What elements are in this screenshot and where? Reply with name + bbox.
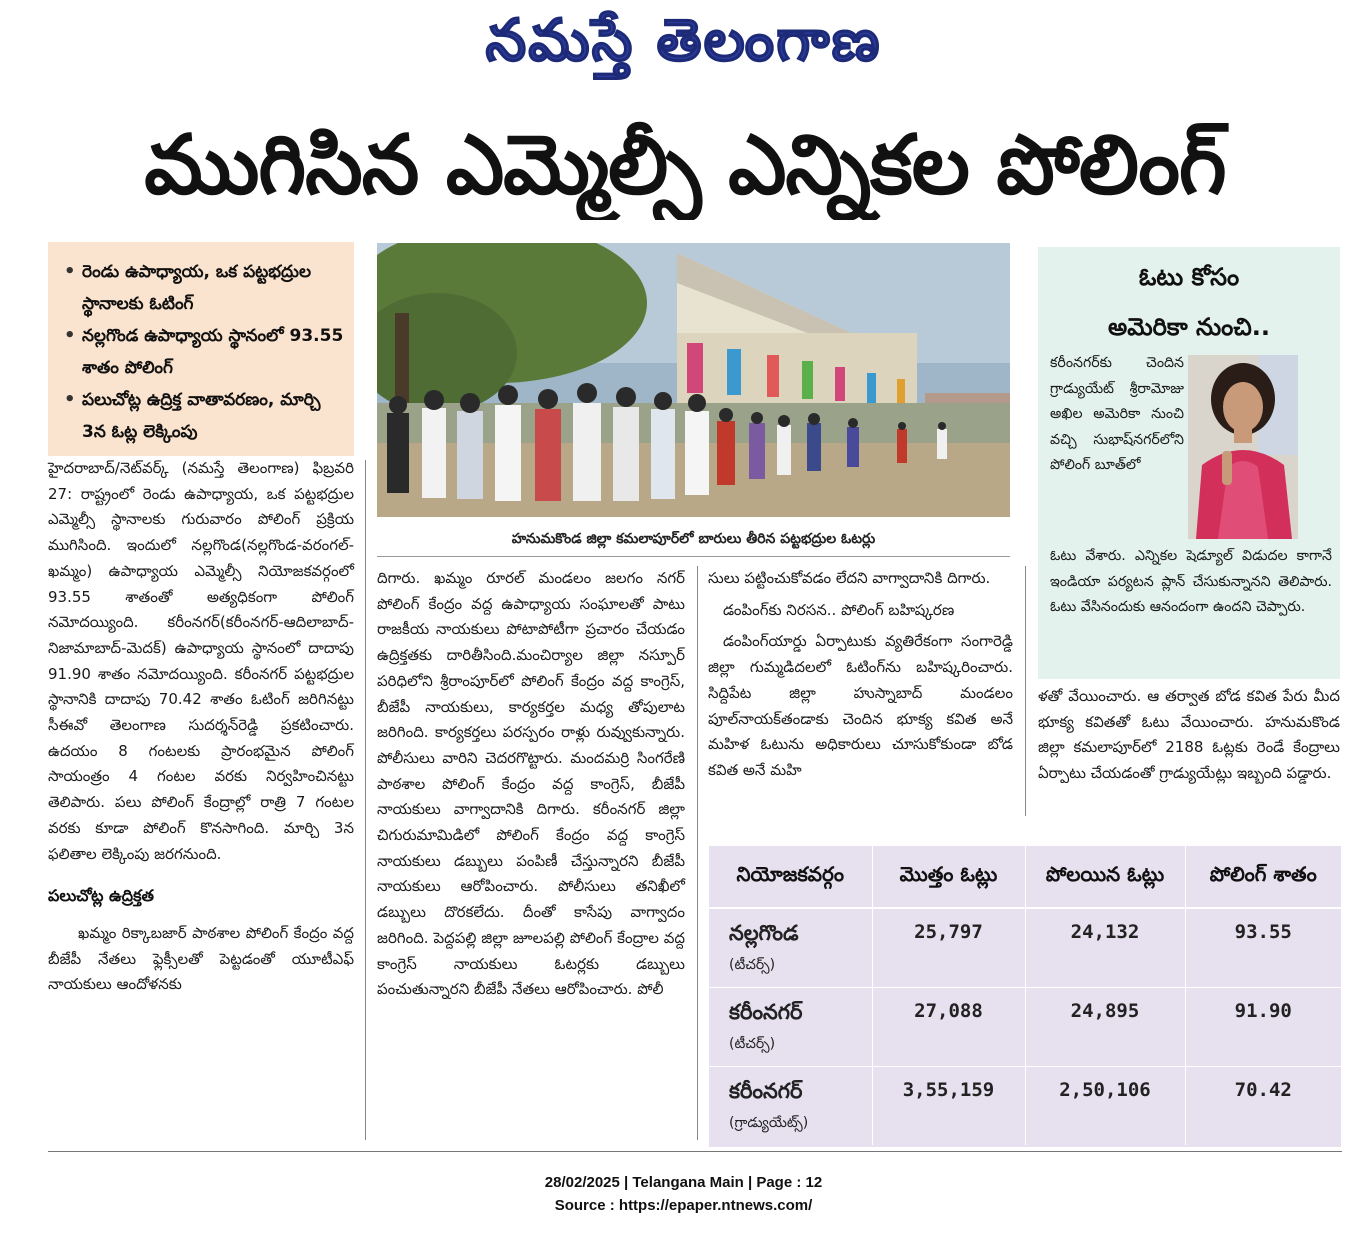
total-votes-cell: 25,797 — [872, 908, 1025, 987]
polling-percent-cell: 91.90 — [1185, 987, 1341, 1066]
column-divider — [1025, 566, 1026, 816]
footer-source-link[interactable]: Source : https://epaper.ntnews.com/ — [554, 1197, 813, 1214]
highlight-item: • పలుచోట్ల ఉద్రిక్త వాతావరణం, మార్చి 3న ఓట్ల లెక్కింపు — [64, 384, 344, 448]
article-column-4 — [1038, 684, 1340, 787]
polling-photo — [377, 243, 1010, 517]
sidebar-title-line1: ఓటు కోసం — [1138, 263, 1240, 291]
polled-votes-cell: 24,895 — [1025, 987, 1185, 1066]
article-paragraph: డంపింగ్‌కు నిరసన.. పోలింగ్ బహిష్కరణ — [723, 600, 955, 619]
table-header-row — [709, 846, 1341, 908]
constituency-cell — [709, 1066, 872, 1145]
page-headline: ముగిసిన ఎమ్మెల్సీ ఎన్నికల పోలింగ్ — [144, 118, 1226, 213]
table-row — [709, 987, 1341, 1066]
constituency-type: (టీచర్స్) — [729, 1035, 776, 1052]
highlight-item: • రెండు ఉపాధ్యాయ, ఒక పట్టభద్రుల స్థానాలకు ఓటింగ్ — [64, 256, 344, 320]
column-divider — [365, 460, 366, 1140]
constituency-cell — [709, 987, 872, 1066]
masthead-logo: నమస్తే తెలంగాణ — [485, 6, 882, 74]
footer-edition-info — [0, 1174, 1367, 1191]
polling-percent-cell: 93.55 — [1185, 908, 1341, 987]
highlights-box — [48, 242, 354, 456]
polled-votes-cell: 2,50,106 — [1025, 1066, 1185, 1145]
sidebar-story — [1038, 247, 1340, 679]
article-subhead: పలుచోట్ల ఉద్రిక్తత — [48, 886, 154, 906]
table-header: మొత్తం ఓట్లు — [872, 846, 1025, 908]
highlight-item: • నల్లగొండ ఉపాధ్యాయ స్థానంలో 93.55 శాతం పోలింగ్ — [64, 320, 344, 384]
footer-source — [0, 1197, 1367, 1214]
total-votes-cell: 3,55,159 — [872, 1066, 1025, 1145]
table-row — [709, 908, 1341, 987]
footer-edition-text: 28/02/2025 | Telangana Main | Page : 12 — [544, 1174, 823, 1191]
constituency-name: కరీంనగర్ — [729, 999, 803, 1024]
total-votes-cell: 27,088 — [872, 987, 1025, 1066]
article-paragraph: దిగారు. ఖమ్మం రూరల్ మండలం జలగం నగర్ పోలింగ్ కేంద్రం వద్ద ఉపాధ్యాయ సంఘాలతో పాటు రాజకీయ నాయకులు పోటాపోటీగా ప్రచారం చేయడం ఉద్రిక్తతకు దారితీసింది.మంచిర్యాల జిల్లా నస్పూర్ పరిధిలోని శ్రీరాంపూర్‌లో పోలింగ్ కేంద్రం వద్ద కాంగ్రెస్, బీజేపీ నాయకులు, కార్యకర్తల మధ్య తోపులాట జరిగింది. కార్యకర్తలు పరస్పరం రాళ్లు రువ్వుకున్నారు. పోలీసులు వారిని చెదరగొట్టారు. మందమర్రి సింగరేణి పాఠశాల పోలింగ్ కేంద్రం వద్ద కాంగ్రెస్, బీజేపీ నాయకులు వాగ్వాదానికి దిగారు. కరీంనగర్ జిల్లా చిగురుమామిడిలో పోలింగ్ కేంద్రం వద్ద కాంగ్రెస్ నాయకులు డబ్బులు పంపిణీ చేస్తున్నారని బీజేపీ నాయకులు ఆరోపించారు. పోలీసులు తనిఖీలో డబ్బులు దొరకలేదు. దీంతో కాసేపు వాగ్వాదం జరిగింది. పెద్దపల్లి జిల్లా జూలపల్లి పోలింగ్ కేంద్రాల వద్ద కాంగ్రెస్ నాయకులు ఓటర్లకు డబ్బులు పంచుతున్నారని బీజేపీ నేతలు ఆరోపించారు. పోలీ — [377, 569, 685, 999]
table-header: పోలయిన ఓట్లు — [1025, 846, 1185, 908]
page-bottom-rule — [48, 1151, 1342, 1152]
article-paragraph: ళతో వేయించారు. ఆ తర్వాత బోడ కవిత పేరు మీద భూక్య కవితతో ఓటు వేయించారు. హనుమకొండ జిల్లా కమలాపూర్‌లో 2188 ఓట్లకు రెండే కేంద్రాలు ఏర్పాటు చేయడంతో గ్రాడ్యుయేట్లు ఇబ్బంది పడ్డారు. — [1038, 687, 1340, 783]
article-paragraph: డంపింగ్‌యార్డు ఏర్పాటుకు వ్యతిరేకంగా సంగారెడ్డి జిల్లా గుమ్మడిదలలో ఓటింగ్‌ను బహిష్కరించారు. సిద్దిపేట జిల్లా హుస్నాబాద్ మండలం పూల్‌నాయక్‌తండాకు చెందిన భూక్య కవిత అనే మహిళ ఓటును అధికారులు చూసుకోకుండా బోడ కవిత అనే మహి — [708, 632, 1013, 779]
sidebar-text-wide: ఓటు వేశారు. ఎన్నికల షెడ్యూల్ విడుదల కాగానే ఇండియా పర్యటన ప్లాన్ చేసుకున్నానని తెలిపారు. ఓటు వేసినందుకు ఆనందంగా ఉందని చెప్పారు. — [1050, 548, 1332, 616]
sidebar-title-line2: అమెరికా నుంచి.. — [1108, 313, 1270, 341]
polled-votes-cell: 24,132 — [1025, 908, 1185, 987]
article-column-1 — [48, 456, 354, 998]
constituency-type: (టీచర్స్) — [729, 957, 776, 973]
constituency-name: నల్లగొండ — [729, 921, 799, 945]
highlights-list — [64, 256, 344, 448]
photo-caption: హనుమకొండ జిల్లా కమలాపూర్‌లో బారులు తీరిన పట్టభద్రుల ఓటర్లు — [377, 522, 1010, 557]
portrait-illustration — [1188, 355, 1298, 539]
article-paragraph: సులు పట్టించుకోవడం లేదని వాగ్వాదానికి దిగారు. — [708, 569, 991, 587]
sidebar-text-narrow: కరీంనగర్‌కు చెందిన గ్రాడ్యుయేట్ శ్రీరామోజు అఖిల అమెరికా నుంచి వచ్చి సుభాష్‌నగర్‌లోని పోలింగ్ బూత్‌లో — [1050, 355, 1184, 474]
article-column-2 — [377, 566, 685, 1003]
constituency-type: (గ్రాడ్యుయేట్స్) — [729, 1114, 809, 1131]
table-header: పోలింగ్ శాతం — [1185, 846, 1341, 908]
photo-illustration — [377, 243, 1010, 517]
article-paragraph: హైదరాబాద్/నెట్‌వర్క్ (నమస్తే తెలంగాణ) ఫిబ్రవరి 27: రాష్ట్రంలో రెండు ఉపాధ్యాయ, ఒక పట్టభద్రుల ఎమ్మెల్సీ స్థానాలకు గురువారం పోలింగ్ ప్రక్రియ ముగిసింది. ఇందులో నల్లగొండ(నల్లగొండ-వరంగల్-ఖమ్మం) ఉపాధ్యాయ ఎమ్మెల్సీ నియోజకవర్గంలో 93.55 శాతంతో అత్యధికంగా పోలింగ్ నమోదయ్యింది. కరీంనగర్(కరీంనగర్-ఆదిలాబాద్-నిజామాబాద్-మెదక్) ఉపాధ్యాయ స్థానంలో దాదాపు 91.90 శాతం నమోదయ్యింది. కరీంనగర్ పట్టభద్రుల స్థానానికి దాదాపు 70.42 శాతం ఓటింగ్ జరిగినట్టు సీఈవో తెలంగాణ సుదర్శన్‌రెడ్డి ప్రకటించారు. ఉదయం 8 గంటలకు ప్రారంభమైన పోలింగ్ సాయంత్రం 4 గంటల వరకు నిర్వహించినట్టు తెలిపారు. పలు పోలింగ్ కేంద్రాల్లో రాత్రి 7 గంటల వరకు కూడా పోలింగ్ కొనసాగింది. మార్చి 3న ఫలితాల లెక్కింపు జరగనుంది. — [48, 459, 354, 863]
voter-portrait — [1188, 355, 1298, 539]
article-column-3 — [708, 566, 1013, 784]
polling-percent-cell: 70.42 — [1234, 1078, 1292, 1101]
table-header: నియోజకవర్గం — [709, 846, 872, 908]
table-row — [709, 1066, 1341, 1145]
constituency-name: కరీంనగర్ — [729, 1078, 803, 1103]
constituency-cell — [709, 908, 872, 987]
article-paragraph: ఖమ్మం రిక్కాబజార్ పాఠశాల పోలింగ్ కేంద్రం వద్ద బీజేపీ నేతలు ఫ్లెక్సీలతో పెట్టడంతో యూటీఎఫ్ నాయకులు ఆందోళనకు — [48, 923, 354, 994]
column-divider — [697, 566, 698, 1140]
voting-stats-table — [709, 846, 1341, 1147]
